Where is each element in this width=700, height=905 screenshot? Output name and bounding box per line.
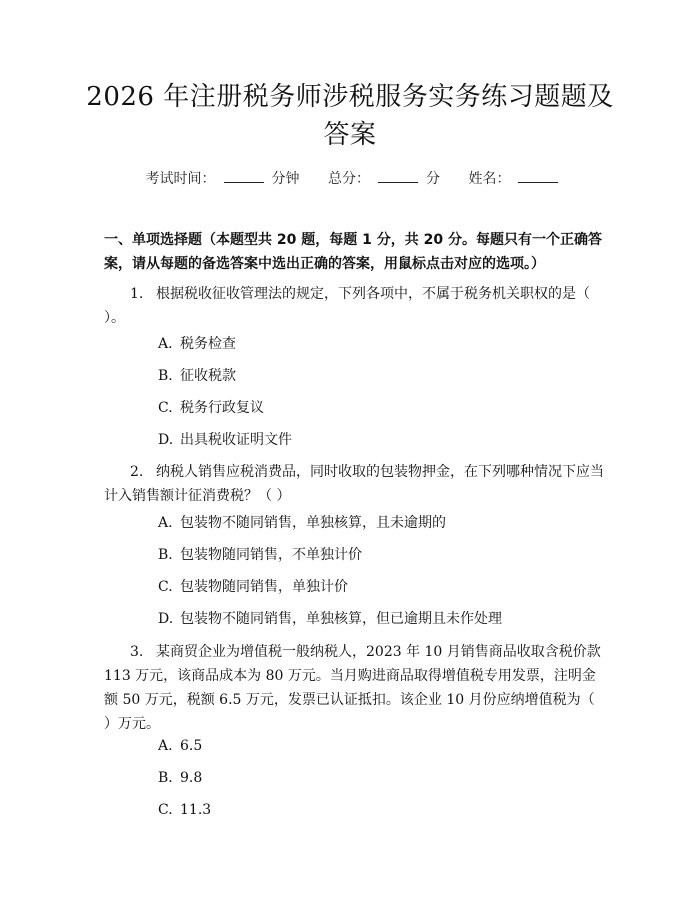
question-2 — [104, 460, 604, 508]
option-3a[interactable] — [158, 736, 202, 756]
option-text: 税务行政复议 — [180, 400, 264, 416]
document-title — [60, 78, 640, 154]
option-letter: C. — [158, 802, 173, 818]
option-text: 包装物不随同销售，单独核算，但已逾期且未作处理 — [180, 611, 502, 627]
option-text: 11.3 — [180, 802, 212, 818]
score-blank — [378, 170, 418, 183]
option-1a[interactable] — [158, 334, 236, 354]
option-text: 包装物随同销售，单独计价 — [180, 579, 348, 595]
question-number: 2. — [130, 464, 144, 480]
question-1 — [104, 282, 604, 330]
option-1b[interactable] — [158, 366, 236, 386]
name-label: 姓名： — [468, 171, 511, 187]
option-text: 包装物随同销售，不单独计价 — [180, 547, 362, 563]
option-letter: B. — [158, 368, 173, 384]
option-1d[interactable] — [158, 430, 292, 450]
option-text: 税务检查 — [180, 336, 236, 352]
exam-meta — [0, 168, 700, 188]
option-text: 征收税款 — [180, 368, 236, 384]
option-1c[interactable] — [158, 398, 264, 418]
option-letter: A. — [158, 738, 173, 754]
question-number: 1. — [130, 286, 144, 302]
option-2a[interactable] — [158, 513, 446, 533]
question-text: 某商贸企业为增值税一般纳税人，2023 年 10 月销售商品收取含税价款 113 万元，该商品成本为 80 万元。当月购进商品取得增值税专用发票，注明金额 50 万元，税额 6.5 万元，发票已认证抵扣。该企业 10 月份应纳增值税为（ ）万元。 — [104, 644, 601, 732]
time-blank — [224, 170, 264, 183]
option-text: 包装物不随同销售，单独核算，且未逾期的 — [180, 515, 446, 531]
score-label: 总分： — [328, 171, 370, 187]
option-text: 出具税收证明文件 — [180, 432, 292, 448]
exam-name — [462, 171, 560, 187]
question-number: 3. — [130, 644, 144, 660]
option-2d[interactable] — [158, 609, 502, 629]
option-letter: D. — [158, 611, 174, 627]
question-text: 根据税收征收管理法的规定，下列各项中，不属于税务机关职权的是（ ）。 — [104, 286, 590, 326]
exam-time — [140, 171, 306, 187]
option-letter: A. — [158, 515, 173, 531]
title-line-2: 答案 — [323, 120, 377, 150]
option-letter: D. — [158, 432, 174, 448]
title-line-1: 2026 年注册税务师涉税服务实务练习题题及 — [86, 82, 614, 112]
option-2b[interactable] — [158, 545, 362, 565]
time-label: 考试时间： — [145, 171, 216, 187]
time-unit: 分钟 — [271, 171, 300, 187]
option-letter: B. — [158, 547, 173, 563]
option-text: 6.5 — [180, 738, 203, 754]
question-text: 纳税人销售应税消费品，同时收取的包装物押金，在下列哪种情况下应当计入销售额计征消费税？（ ） — [104, 464, 604, 504]
option-3c[interactable] — [158, 800, 211, 820]
option-3b[interactable] — [158, 768, 202, 788]
option-text: 9.8 — [180, 770, 203, 786]
question-3 — [104, 640, 604, 736]
section-heading: 一、单项选择题（本题型共 20 题，每题 1 分，共 20 分。每题只有一个正确答案，请从每题的备选答案中选出正确的答案，用鼠标点击对应的选项。） — [104, 232, 602, 272]
exam-score — [322, 171, 446, 187]
score-unit: 分 — [426, 171, 440, 187]
option-2c[interactable] — [158, 577, 348, 597]
option-letter: B. — [158, 770, 173, 786]
option-letter: C. — [158, 579, 173, 595]
option-letter: C. — [158, 400, 173, 416]
option-letter: A. — [158, 336, 173, 352]
name-blank — [518, 170, 558, 183]
